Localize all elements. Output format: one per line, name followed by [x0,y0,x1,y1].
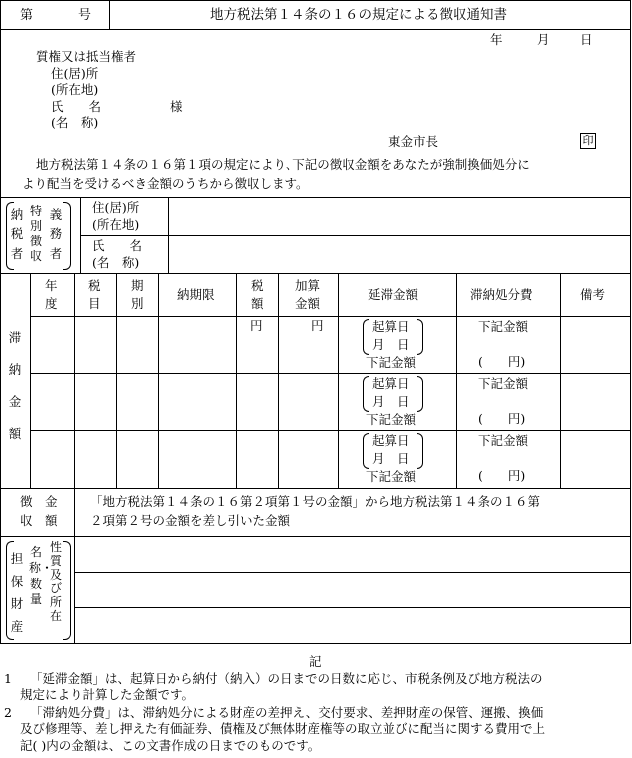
header-addition-a: 加算 [295,278,321,293]
row2-below-amount: 下記金額 [366,412,417,427]
collection-amount-label-1: 徴 金 [20,494,58,509]
document-title: 地方税法第１４条の１６の規定による徴収通知書 [210,7,507,23]
collection-amount-text-1: 「地方税法第１４条の１６第２項第１号の金額」から地方税法第１４条の１６第 [90,494,541,509]
row2-bracket-left [363,376,369,412]
header-late-fee: 延滞金額 [368,287,419,302]
collateral-label: 担保財産 [10,551,24,634]
row2-disposition-yen: ( 円) [478,411,526,426]
intro-line-2: より配当を受けるべき金額のうちから徴収します。 [22,176,309,191]
header-year-b: 度 [45,296,58,311]
addressee-honorific: 様 [170,99,183,114]
row1-bracket-right [417,319,423,355]
note-1-line-2: 規定により計算した金額です。 [20,687,195,702]
header-due-date: 納期限 [177,287,215,302]
row3-start-date: 起算日 [372,433,410,448]
header-taxitem-b: 目 [88,296,101,311]
intro-line-1: 地方税法第１４条の１６第１項の規定により､下記の徴収金額をあなたが強制換価処分に [36,157,530,172]
collection-amount-text-2: ２項第２号の金額を差し引いた金額 [90,513,291,528]
row3-bracket-left [363,433,369,469]
note-1-line-1: 「延滞金額」は、起算日から納付（納入）の日までの日数に応じ、市税条例及び地方税法の [30,671,543,686]
row3-disposition-below: 下記金額 [478,433,529,448]
row1-month-day: 月 日 [372,337,410,352]
row1-bracket-left [363,319,369,355]
taxpayer-bracket-right [63,202,71,270]
row2-start-date: 起算日 [372,376,410,391]
header-tax-amount-a: 税 [251,278,264,293]
header-disposition-cost: 滞納処分費 [470,287,533,302]
date-month: 月 [537,32,550,47]
note-2-line-2: 及び修理等、差し押えた有価証券、債権及び無体財産権等の取立並びに配当に関する費用で上 [20,721,546,736]
addressee-address-label: 住(居)所 [51,66,99,81]
header-taxitem-a: 税 [88,278,101,293]
collection-amount-label-2: 収 額 [20,513,58,528]
addition-yen: 円 [311,318,324,333]
header-remarks: 備考 [580,287,606,302]
addressee-role: 質権又は抵当権者 [36,49,137,64]
taxpayer-org-label: (名 称) [92,255,140,270]
row1-start-date: 起算日 [372,319,410,334]
note-2-line-3: 記( )内の金額は、この文書作成の日までのものです。 [20,738,321,753]
tax-amount-yen: 円 [250,318,263,333]
header-period-a: 期 [131,278,144,293]
header-period-b: 別 [131,296,144,311]
special-collection-label: 特別徴収 [29,204,42,263]
row2-bracket-right [417,376,423,412]
row3-month-day: 月 日 [372,451,410,466]
delinquent-amount-label: 滞納金額 [8,330,22,441]
row2-disposition-below: 下記金額 [478,376,529,391]
row1-disposition-below: 下記金額 [478,319,529,334]
collateral-bracket-right [63,541,71,640]
issuer-name: 東金市長 [388,134,439,149]
addressee-location-label: (所在地) [51,82,99,97]
row2-month-day: 月 日 [372,394,410,409]
taxpayer-address-label: 住(居)所 [92,200,140,215]
row1-disposition-yen: ( 円) [478,354,526,369]
form-number-dai: 第 [20,8,34,23]
note-2-line-1: 「滞納処分費」は、滞納処分による財産の差押え、交付要求、差押財産の保管、運搬、換価 [30,705,544,720]
collateral-name-quantity-label: 名称・数量 [29,545,54,607]
taxpayer-label: 納税者 [10,207,24,261]
row1-below-amount: 下記金額 [366,355,417,370]
note-2-number: 2 [4,705,12,720]
taxpayer-location-label: (所在地) [92,217,140,232]
note-1-number: 1 [4,671,12,686]
form-number-go: 号 [78,8,92,23]
date-year: 年 [490,32,503,47]
header-year-a: 年 [45,278,58,293]
row3-below-amount: 下記金額 [366,469,417,484]
date-day: 日 [580,32,593,47]
obligor-label: 義務者 [49,207,63,261]
header-tax-amount-b: 額 [251,296,264,311]
row3-bracket-right [417,433,423,469]
addressee-name-label: 氏 名 [51,99,102,114]
row3-disposition-yen: ( 円) [478,468,526,483]
addressee-org-label: (名 称) [51,115,99,130]
taxpayer-name-label: 氏 名 [92,238,143,253]
notes-heading: 記 [309,654,322,669]
collateral-nature-location-label: 性質及び所在 [49,540,62,623]
header-addition-b: 金額 [295,296,321,311]
official-seal: 印 [580,133,596,149]
